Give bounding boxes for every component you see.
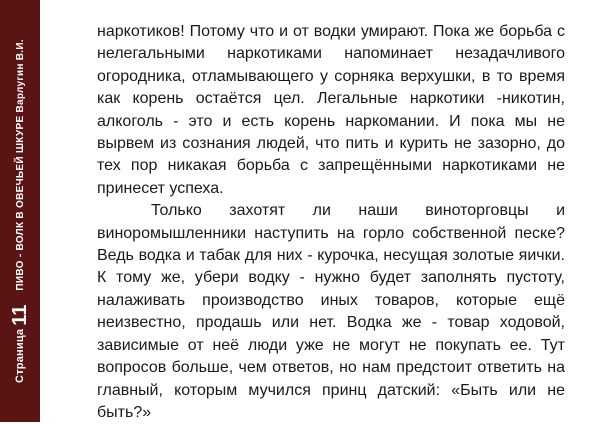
paragraph: наркотиков! Потому что и от водки умирают. Пока же борьба с нелегальными наркотиками напоминает незадачливого огородника, отламывающего у сорняка верхушки, в то время как корень остаётся цел. Легальные наркотики -никотин, алкоголь - это и есть корень наркомании. И пока мы не вырвем из сознания людей, что пить и курить не зазорно, до тех пор никакая борьба с запрещёнными наркотиками не принесет успеха. xyxy=(97,23,565,197)
page-number: 11 xyxy=(8,304,31,326)
page-body xyxy=(97,21,565,424)
page-label: Страница xyxy=(14,328,26,383)
paragraph: Только захотят ли наши виноторговцы и виноромышленники наступить на горло собственной песке? Ведь водка и табак для них - курочка, несущая золотые яички. К тому же, убери водку - нужно будет заполнять пустоту, налаживать производство иных товаров, которые ещё неизвестно, продашь или нет. Водка же - товар ходовой, зависимые от неё люди уже не могут не покупать ее. Тут вопросов больше, чем ответов, но нам предстоит ответить на главный, которым мучился принц датский: «Быть или не быть?» xyxy=(97,202,565,421)
sidebar xyxy=(0,0,40,422)
book-title: ПИВО - ВОЛК В ОВЕЧЬЕЙ ШКУРЕ Варлугин В.И. xyxy=(14,39,26,291)
sidebar-caption xyxy=(0,0,40,422)
